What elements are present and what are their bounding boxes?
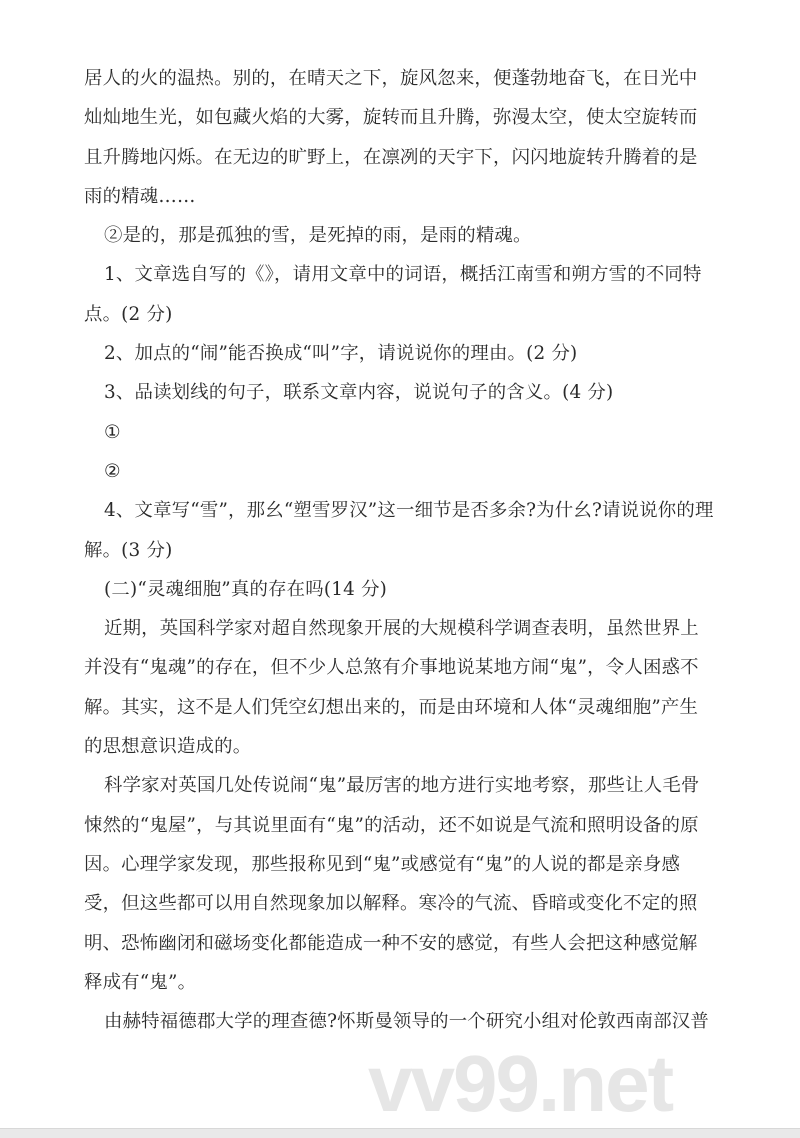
text-line: 1、文章选自写的《》，请用文章中的词语，概括江南雪和朔方雪的不同特: [104, 264, 702, 286]
text-line: 明、恐怖幽闭和磁场变化都能造成一种不安的感觉，有些人会把这种感觉解: [84, 932, 698, 954]
text-line: (二)“灵魂细胞”真的存在吗(14 分): [104, 578, 388, 600]
text-line: 且升腾地闪烁。在无边的旷野上，在凛冽的天宇下，闪闪地旋转升腾着的是: [84, 146, 698, 168]
text-line: ②: [104, 460, 121, 482]
text-line: 点。(2 分): [84, 303, 173, 325]
watermark: vv99.net: [368, 1039, 673, 1128]
text-line: 居人的火的温热。别的，在晴天之下，旋风忽来，便蓬勃地奋飞，在日光中: [84, 68, 698, 89]
text-line: 雨的精魂……: [84, 185, 196, 207]
text-line: 悚然的“鬼屋”，与其说里面有“鬼”的活动，还不如说是气流和照明设备的原: [84, 814, 699, 836]
text-line: ②是的，那是孤独的雪，是死掉的雨，是雨的精魂。: [104, 225, 532, 247]
text-line: 并没有“鬼魂”的存在，但不少人总煞有介事地说某地方闹“鬼”，令人困惑不: [84, 657, 699, 679]
text-line: 由赫特福德郡大学的理查德?怀斯曼领导的一个研究小组对伦敦西南部汉普: [104, 1011, 709, 1033]
text-line: ①: [104, 421, 121, 443]
text-line: 受，但这些都可以用自然现象加以解释。寒冷的气流、昏暗或变化不定的照: [84, 893, 698, 915]
text-line: 释成有“鬼”。: [84, 971, 197, 993]
text-line: 近期，英国科学家对超自然现象开展的大规模科学调查表明，虽然世界上: [104, 618, 699, 640]
text-line: 3、品读划线的句子，联系文章内容，说说句子的含义。(4 分): [104, 382, 614, 404]
document-body: [84, 59, 724, 1041]
text-line: 2、加点的“闹”能否换成“叫”字，请说说你的理由。(2 分): [104, 343, 578, 365]
text-line: 的思想意识造成的。: [84, 736, 252, 758]
text-line: 因。心理学家发现，那些报称见到“鬼”或感觉有“鬼”的人说的都是亲身感: [84, 853, 681, 875]
text-line: 解。(3 分): [84, 539, 173, 561]
text-line: 灿灿地生光，如包藏火焰的大雾，旋转而且升腾，弥漫太空，使太空旋转而: [84, 107, 698, 129]
text-line: 科学家对英国几处传说闹“鬼”最厉害的地方进行实地考察，那些让人毛骨: [104, 775, 700, 797]
text-line: 解。其实，这不是人们凭空幻想出来的，而是由环境和人体“灵魂细胞”产生: [84, 696, 699, 718]
text-line: 4、文章写“雪”，那幺“塑雪罗汉”这一细节是否多余?为什幺?请说说你的理: [104, 500, 714, 522]
